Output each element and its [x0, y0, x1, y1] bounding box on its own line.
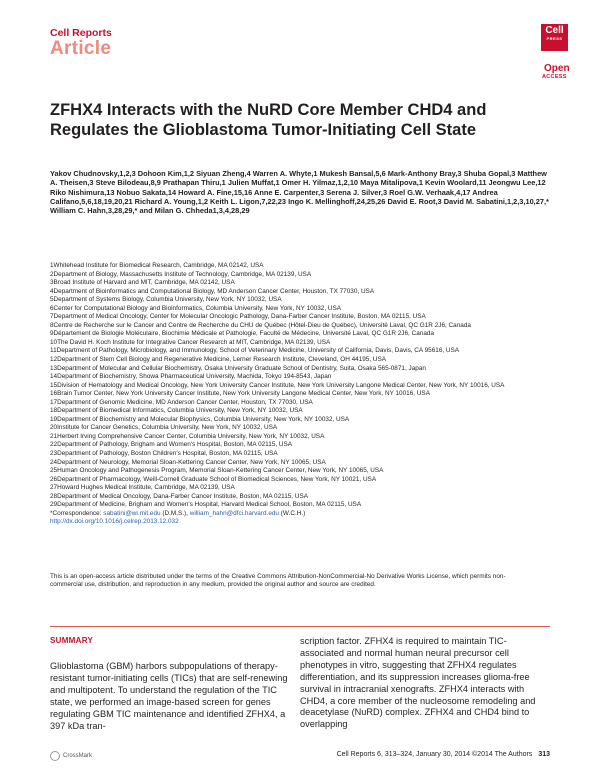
summary-column-2: scription factor. ZFHX4 is required to maintain TIC-associated and normal human neural precursor cell phenotypes in vitro, suggesting that ZFHX4 regulates differentiation, and its suppression increases glioma-free survival in intracranial xenografts. ZFHX4 interacts with CHD4, a core member of the nucleosome remodeling and deacetylase (NuRD) complex. ZFHX4 and CHD4 bind to overlapping: [300, 636, 536, 730]
correspondence: [50, 510, 550, 519]
citation-line: Cell Reports 6, 313–324, January 30, 2014 ©2014 The Authors: [336, 751, 533, 758]
cell-press-logo[interactable]: [541, 24, 568, 51]
affiliation-item: 6Center for Computational Biology and Bioinformatics, Columbia University, New York, NY 10032, USA: [50, 304, 342, 312]
correspondence-label: *Correspondence:: [50, 509, 102, 517]
open-access-line2: ACCESS: [542, 74, 567, 80]
affiliation-item: 25Human Oncology and Pathogenesis Program, Memorial Sloan-Kettering Cancer Center, New York, NY 10065, USA: [50, 467, 384, 475]
affiliation-item: 1Whitehead Institute for Biomedical Research, Cambridge, MA 02142, USA: [50, 262, 264, 269]
affiliation-item: 5Department of Systems Biology, Columbia University, New York, NY 10032, USA: [50, 296, 282, 304]
affiliation-item: 14Department of Biochemistry, Showa Pharmaceutical University, Machida, Tokyo 194-8543, Japan: [50, 373, 332, 381]
affiliation-item: 19Department of Biochemistry and Molecular Biophysics, Columbia University, New York, NY 10032, USA: [50, 415, 350, 423]
article-title: ZFHX4 Interacts with the NuRD Core Member CHD4 and Regulates the Glioblastoma Tumor-Initiating Cell State: [50, 101, 487, 139]
affiliation-item: 15Division of Hematology and Medical Oncology, New York University Cancer Institute, New York University Langone Medical Center, New York, NY 10016, USA: [50, 381, 505, 389]
affiliation-item: 22Department of Pathology, Brigham and Women's Hospital, Boston, MA 02115, USA: [50, 441, 293, 449]
affiliation-item: 17Department of Genomic Medicine, MD Anderson Cancer Center, Houston, TX 77030, USA: [50, 398, 313, 406]
affiliation-item: 9Département de Biologie Moléculaire, Biochimie Médicale et Pathologie, Faculté de Médecine, Université Laval, QC G1R 2J6, Canada: [50, 330, 434, 338]
open-access-line1: Open: [544, 63, 570, 74]
affiliations: [50, 262, 550, 527]
affiliation-item: 18Department of Biomedical Informatics, Columbia University, New York, NY 10032, USA: [50, 407, 303, 415]
summary-heading: SUMMARY: [50, 636, 94, 645]
affiliation-item: 23Department of Pathology, Boston Children's Hospital, Boston, MA 02115, USA: [50, 450, 278, 458]
doi-link[interactable]: http://dx.doi.org/10.1016/j.celrep.2013.12.032: [50, 518, 179, 526]
email-owner-1: (D.M.S.),: [162, 509, 188, 517]
affiliation-item: 3Broad Institute of Harvard and MIT, Cambridge, MA 02142, USA: [50, 279, 235, 287]
affiliation-item: 16Brain Tumor Center, New York University Cancer Institute, New York University Langone Medical Center, New York, NY 10016, USA: [50, 390, 430, 398]
affiliation-item: 10The David H. Koch Institute for Integrative Cancer Research at MIT, Cambridge, MA 02139, USA: [50, 338, 331, 346]
crossmark-badge[interactable]: [50, 751, 92, 761]
section-divider: [50, 626, 550, 627]
affiliation-item: 27Howard Hughes Medical Institute, Cambridge, MA 02139, USA: [50, 484, 235, 492]
affiliation-item: 11Department of Pathology, Microbiology, and Immunology, School of Veterinary Medicine, University of California, Davis, Davis, CA 95616, USA: [50, 347, 460, 355]
author-list: Yakov Chudnovsky,1,2,3 Dohoon Kim,1,2 Siyuan Zheng,4 Warren A. Whyte,1 Mukesh Bansal,5,6 Mark-Anthony Bray,3 Shuba Gopal,3 Matthew A. Theisen,3 Steve Bilodeau,8,9 Prathapan Thiru,1 Julien Muffat,1 Omer H. Yilmaz,1,2,10 Maya Mitalipova,1 Kevin Woolard,11 Jeongwu Lee,12 Riko Nishimura,13 Nobuo Sakata,14 Howard A. Fine,15,16 Anne E. Carpenter,3 Serena J. Silver,3 Roel G.W. Verhaak,4,17 Andrea Califano,5,6,18,19,20,21 Richard A. Young,1,2 Keith L. Ligon,7,22,23 Ingo K. Mellinghoff,24,25,26 David E. Root,3 David M. Sabatini,1,2,3,10,27,* William C. Hahn,3,28,29,* and Milan G. Chheda1,3,4,28,29: [50, 169, 549, 216]
affiliation-item: 12Department of Stem Cell Biology and Regenerative Medicine, Lerner Research Institute, Cleveland, OH 44195, USA: [50, 356, 387, 364]
summary-column-1: Glioblastoma (GBM) harbors subpopulations of therapy-resistant tumor-initiating cells (TICs) that are self-renewing and multipotent. To understand the regulation of the TIC state, we performed an image-based screen for genes regulating GBM TIC maintenance and identified ZFHX4, a 397 kDa tran-: [50, 661, 288, 731]
page-number: 313: [538, 751, 550, 758]
affiliation-item: 24Department of Neurology, Memorial Sloan-Kettering Cancer Center, New York, NY 10065, USA: [50, 458, 326, 466]
affiliation-item: 26Department of Pharmacology, Weill-Cornell Graduate School of Biomedical Sciences, New York, NY 10021, USA: [50, 475, 377, 483]
page-footer: [300, 751, 550, 758]
logo-top-text: Cell: [545, 25, 564, 36]
article-type: Article: [50, 38, 112, 59]
affiliation-item: 21Herbert Irving Comprehensive Cancer Center, Columbia University, New York, NY 10032, USA: [50, 432, 325, 440]
email-link-2[interactable]: william_hahn@dfci.harvard.edu: [189, 509, 279, 517]
crossmark-label: CrossMark: [63, 753, 93, 759]
affiliation-item: 28Department of Medical Oncology, Dana-Farber Cancer Institute, Boston, MA 02115, USA: [50, 492, 309, 500]
email-owner-2: (W.C.H.): [280, 509, 306, 517]
email-link-1[interactable]: sabatini@wi.mit.edu: [103, 509, 161, 517]
journal-name: Cell Reports: [50, 27, 112, 39]
affiliation-item: 7Department of Medical Oncology, Center for Molecular Oncologic Pathology, Dana-Farber Cancer Institute, Boston, MA 02115, USA: [50, 313, 426, 321]
logo-bottom-text: PRESS: [546, 36, 563, 41]
affiliation-item: 20Institute for Cancer Genetics, Columbia University, New York, NY 10032, USA: [50, 424, 278, 432]
affiliation-item: 29Department of Medicine, Brigham and Women's Hospital, Harvard Medical School, Boston, MA 02115, USA: [50, 501, 362, 509]
affiliation-item: 4Department of Bioinformatics and Computational Biology, MD Anderson Cancer Center, Houston, TX 77030, USA: [50, 287, 375, 295]
affiliation-item: 2Department of Biology, Massachusetts Institute of Technology, Cambridge, MA 02139, USA: [50, 270, 312, 278]
crossmark-icon: [50, 751, 60, 761]
affiliation-item: 8Centre de Recherche sur le Cancer and Centre de Recherche du CHU de Québec (Hôtel-Dieu de Québec), Université Laval, QC G1R 2J6, Canada: [50, 321, 471, 329]
affiliation-item: 13Department of Molecular and Cellular Biochemistry, Osaka University Graduate School of Dentistry, Suita, Osaka 565-0871, Japan: [50, 364, 426, 372]
license-text: This is an open-access article distributed under the terms of the Creative Commons Attribution-NonCommercial-No Derivative Works License, which permits non-commercial use, distribution, and reproduction in any medium, provided the original author and source are credited.: [50, 573, 506, 589]
